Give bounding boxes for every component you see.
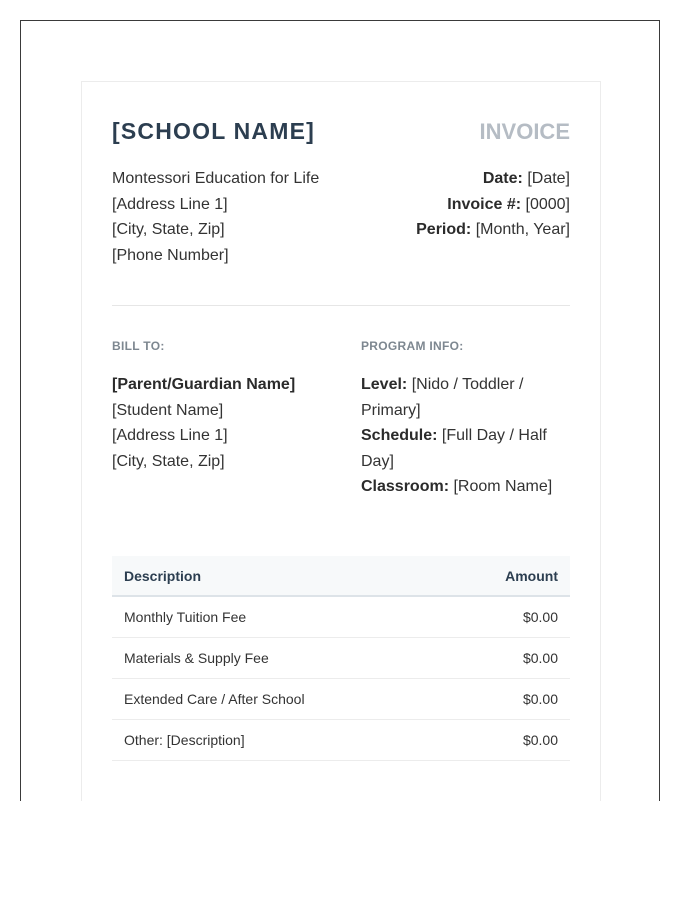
bill-to-block bbox=[112, 372, 342, 474]
row-description: Other: [Description] bbox=[124, 732, 245, 748]
program-info-label: PROGRAM INFO: bbox=[361, 339, 464, 353]
invoice-date bbox=[416, 166, 570, 192]
column-header-description: Description bbox=[124, 567, 202, 584]
row-amount: $0.00 bbox=[522, 650, 558, 666]
table-row bbox=[112, 638, 570, 679]
bill-address-line-1: [Address Line 1] bbox=[112, 427, 228, 444]
bill-to-label: BILL TO: bbox=[112, 339, 165, 353]
table-row bbox=[112, 679, 570, 720]
invoice-sheet bbox=[81, 81, 601, 801]
program-classroom-value: [Room Name] bbox=[453, 478, 553, 495]
school-tagline: Montessori Education for Life bbox=[112, 170, 320, 187]
row-description: Materials & Supply Fee bbox=[124, 650, 269, 666]
school-name: [SCHOOL NAME] bbox=[112, 118, 316, 144]
row-amount: $0.00 bbox=[522, 691, 558, 707]
program-level bbox=[361, 372, 570, 423]
program-level-value: [Nido / Toddler / Primary] bbox=[361, 376, 524, 419]
header-divider bbox=[112, 305, 570, 306]
school-info bbox=[112, 166, 319, 268]
invoice-period-label: Period: bbox=[416, 221, 472, 238]
invoice-number-value: [0000] bbox=[525, 195, 570, 213]
school-city-state-zip: [City, State, Zip] bbox=[112, 221, 225, 238]
invoice-meta bbox=[416, 166, 570, 243]
student-name: [Student Name] bbox=[112, 401, 224, 419]
row-amount: $0.00 bbox=[522, 609, 558, 625]
row-description: Extended Care / After School bbox=[124, 691, 305, 707]
table-row bbox=[112, 720, 570, 761]
line-items-table bbox=[112, 556, 570, 761]
column-header-amount: Amount bbox=[505, 567, 558, 584]
invoice-period-value: [Month, Year] bbox=[475, 221, 570, 238]
row-amount: $0.00 bbox=[522, 732, 558, 748]
program-schedule-label: Schedule: bbox=[361, 427, 438, 444]
bill-city-state-zip: [City, State, Zip] bbox=[112, 452, 225, 470]
invoice-number-label: Invoice #: bbox=[447, 195, 522, 213]
row-description: Monthly Tuition Fee bbox=[124, 609, 247, 625]
school-phone: [Phone Number] bbox=[112, 246, 229, 264]
program-classroom bbox=[361, 474, 570, 500]
program-level-label: Level: bbox=[361, 376, 408, 393]
table-row bbox=[112, 597, 570, 638]
program-schedule-value: [Full Day / Half Day] bbox=[361, 427, 547, 470]
invoice-date-value: [Date] bbox=[527, 170, 570, 187]
program-info-block bbox=[361, 372, 570, 500]
invoice-title: INVOICE bbox=[479, 119, 570, 144]
invoice-number bbox=[416, 192, 570, 218]
parent-name: [Parent/Guardian Name] bbox=[112, 376, 296, 393]
invoice-date-label: Date: bbox=[482, 170, 523, 187]
invoice-period bbox=[416, 217, 570, 243]
program-classroom-label: Classroom: bbox=[361, 478, 450, 495]
table-header bbox=[112, 556, 570, 597]
program-schedule bbox=[361, 423, 570, 474]
school-address-line-1: [Address Line 1] bbox=[112, 195, 228, 213]
